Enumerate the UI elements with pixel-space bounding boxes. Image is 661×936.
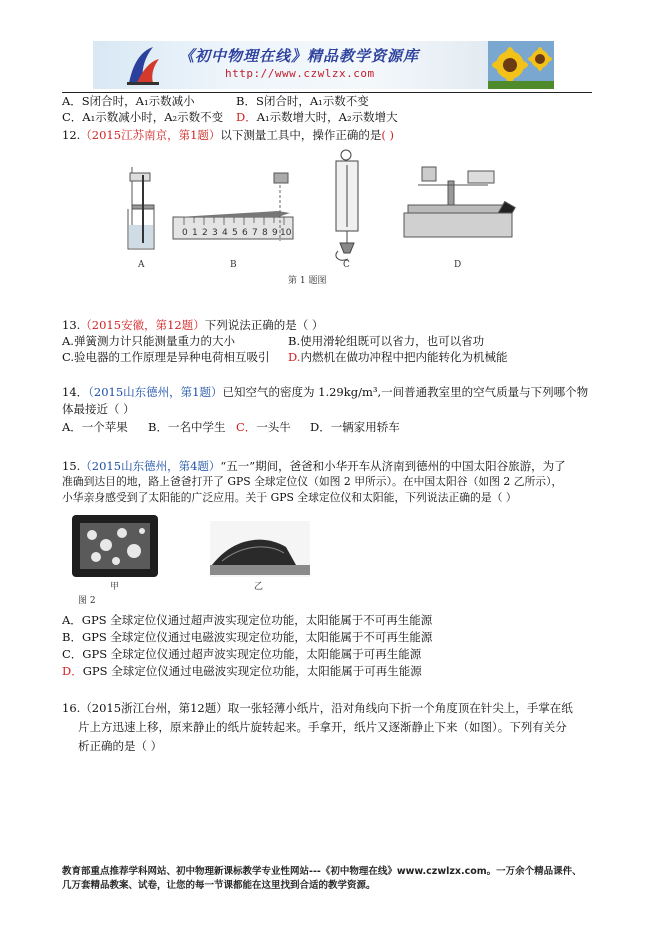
fig-label-yi: 乙 (254, 582, 264, 592)
q15-figure (72, 511, 312, 606)
header-rule (62, 92, 592, 93)
q16-stem (62, 701, 573, 715)
q14-option-c (236, 420, 291, 434)
q13-option-c: C.验电器的工作原理是异种电荷相互吸引 (62, 350, 270, 364)
q15-answer-letter: D． (62, 664, 83, 678)
q14-option-c-text: 一头牛 (256, 420, 291, 434)
q12-stem (62, 128, 394, 142)
q12-paren: ( ) (381, 128, 395, 142)
ruler-tick: 8 (262, 228, 268, 238)
figure-label-b: B (230, 260, 237, 270)
ruler-tick: 1 (192, 228, 198, 238)
q12-figure (118, 145, 528, 290)
ruler-tick: 10 (280, 228, 292, 238)
ruler-tick: 3 (212, 228, 218, 238)
q13-option-b: B.使用滑轮组既可以省力，也可以省功 (288, 334, 485, 348)
figure-label-c: C (343, 260, 350, 270)
q14-answer-letter: C． (236, 420, 257, 434)
fig-caption: 图 2 (78, 596, 96, 606)
ruler-tick: 4 (222, 228, 228, 238)
figure-caption: 第 1 题图 (288, 276, 327, 286)
q13-number: 13. (62, 318, 81, 332)
footer-line2: 几万套精品教案、试卷，让您的每一节课都能在这里找到合适的教学资源。 (62, 880, 376, 891)
q12-source: （2015江苏南京，第1题） (80, 128, 221, 142)
q15-option-d (62, 664, 422, 678)
figure-label-a: A (138, 260, 145, 270)
q15-option-b: B．GPS 全球定位仪通过电磁波实现定位功能，太阳能属于不可再生能源 (62, 630, 433, 644)
site-logo-icon (123, 43, 163, 87)
figure-b-ruler (173, 173, 293, 241)
q15-stem (62, 459, 566, 473)
solar-building-image (210, 521, 310, 577)
page-footer (62, 865, 602, 893)
q14-option-d: D．一辆家用轿车 (310, 420, 400, 434)
ruler-tick: 0 (182, 228, 188, 238)
q13-option-a: A.弹簧测力计只能测量重力的大小 (62, 334, 235, 348)
q14-number: 14． (62, 385, 89, 399)
ruler-tick: 5 (232, 228, 238, 238)
q14-stem-line2: 体最接近（ ） (62, 402, 135, 416)
banner-title: 《初中物理在线》精品教学资源库 (179, 47, 420, 65)
q15-line1: “五一”期间，爸爸和小华开车从济南到德州的中国太阳谷旅游，为了 (220, 459, 566, 473)
gps-device-image (72, 515, 158, 577)
figure-c-spring-scale (336, 150, 358, 260)
q13-stem-text: 下列说法正确的是（ ） (204, 318, 324, 332)
q14-option-a: A．一个苹果 (62, 420, 128, 434)
q14-source: （2015山东德州，第1题） (88, 385, 223, 399)
header-banner (93, 41, 554, 89)
q13-option-d (288, 350, 507, 364)
q11-option-c: C．A₁示数减小时，A₂示数不变 (62, 110, 224, 124)
q11-option-d-text: A₁示数增大时，A₂示数增大 (256, 110, 398, 124)
q15-number: 15. (62, 459, 81, 473)
q15-line3: 小华亲身感受到了太阳能的广泛应用。关于 GPS 全球定位仪和太阳能，下列说法正确的是（ ） (62, 491, 517, 504)
figure-d-balance (404, 167, 515, 237)
q13-stem (62, 318, 323, 332)
ruler-tick: 6 (242, 228, 248, 238)
ruler-tick: 2 (202, 228, 208, 238)
q15-line2: 准确到达目的地，路上爸爸打开了 GPS 全球定位仪（如图 2 甲所示）。在中国太阳谷（如图 2 乙所示）， (62, 475, 563, 488)
q16-line3: 析正确的是（ ） (78, 739, 163, 753)
sunflower-icon (488, 41, 554, 89)
q15-option-c: C．GPS 全球定位仪通过超声波实现定位功能，太阳能属于可再生能源 (62, 647, 422, 661)
q15-source: （2015山东德州，第4题） (80, 459, 221, 473)
q13-option-d-text: 内燃机在做功冲程中把内能转化为机械能 (300, 350, 508, 364)
q14-stem-text: 已知空气的密度为 1.29kg/m³,一间普通教室里的空气质量与下列哪个物 (222, 385, 589, 399)
ruler-tick: 9 (272, 228, 278, 238)
q15-option-a: A．GPS 全球定位仪通过超声波实现定位功能，太阳能属于不可再生能源 (62, 613, 433, 627)
q14-stem (62, 385, 588, 399)
fig-label-jia: 甲 (110, 582, 120, 592)
figure-a-thermometer (128, 167, 154, 249)
q11-option-a: A．S闭合时，A₁示数减小 (62, 94, 195, 108)
q16-line2: 片上方迅速上移，原来静止的纸片旋转起来。手拿开，纸片又逐渐静止下来（如图）。下列有关分 (78, 720, 567, 734)
footer-line1: 教育部重点推荐学科网站、初中物理新课标教学专业性网站---《初中物理在线》www.czwlzx.com。一万余个精品课件、 (62, 866, 582, 877)
q13-answer-letter: D. (288, 350, 301, 364)
q12-stem-text: 以下测量工具中，操作正确的是 (220, 128, 382, 142)
figure-label-d: D (454, 260, 462, 270)
q16-line1: 取一张轻薄小纸片，沿对角线向下折一个角度顶在针尖上，手掌在纸 (227, 701, 573, 715)
ruler-tick: 7 (252, 228, 258, 238)
q11-option-b: B．S闭合时，A₁示数不变 (236, 94, 369, 108)
q16-number: 16. (62, 701, 81, 715)
q11-answer-letter: D． (236, 110, 257, 124)
q15-option-d-text: GPS 全球定位仪通过电磁波实现定位功能，太阳能属于可再生能源 (82, 664, 422, 678)
q12-number: 12. (62, 128, 81, 142)
q14-option-b: B．一名中学生 (148, 420, 226, 434)
q11-option-d (236, 110, 398, 124)
q13-source: （2015安徽，第12题） (80, 318, 205, 332)
q16-source: （2015浙江台州，第12题） (80, 701, 228, 715)
banner-url[interactable]: http://www.czwlzx.com (225, 67, 375, 80)
